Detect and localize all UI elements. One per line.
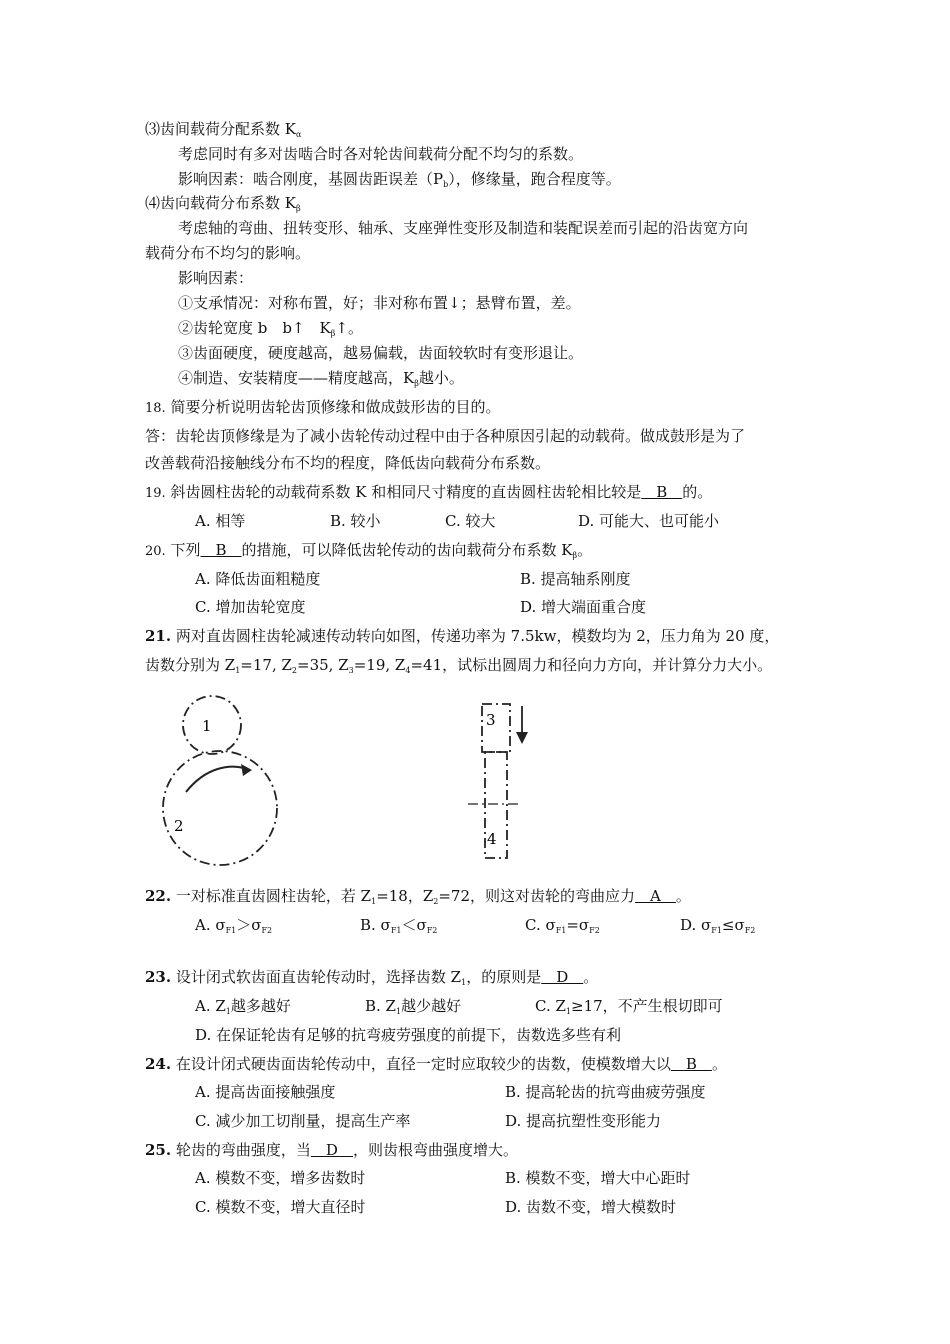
subscript: F2 [589,926,600,935]
subscript: 1 [371,897,377,906]
section-4-desc-line1: 考虑轴的弯曲、扭转变形、轴承、支座弹性变形及制造和装配误差而引起的沿齿宽方向 [178,219,749,237]
subscript: b [443,180,449,189]
option-d: D. 增大端面重合度 [520,598,647,616]
subscript: β [330,329,336,338]
text: 越多越好 [230,997,291,1015]
section-4-factor-3: ③齿面硬度，硬度越高，越易偏载，齿面较软时有变形退让。 [178,344,584,362]
subscript: 2 [291,666,298,675]
question-text: 下列 [170,541,201,559]
question-19 [145,482,712,504]
text: 齿数分别为 Z [145,656,236,674]
question-text: 在设计闭式硬齿面齿轮传动中，直径一定时应取较少的齿数，使模数增大以 [175,1055,671,1073]
question-20 [145,540,592,566]
option-c [525,915,600,941]
option-a: A. 降低齿面粗糙度 [195,570,321,588]
text: B. σ [360,916,391,934]
question-text: ，则齿根弯曲强度增大。 [352,1141,518,1159]
subscript: 1 [565,1007,571,1016]
subscript: F1 [711,926,722,935]
text: ），修缘量，跑合程度等。 [448,170,621,188]
option-d: D. 提高抗塑性变形能力 [505,1112,662,1130]
text: ≥17，不产生根切即可 [571,997,723,1015]
option-c: C. 增加齿轮宽度 [195,598,306,616]
text: A. Z [195,997,226,1015]
option-a [195,915,272,941]
section-4-factors-label: 影响因素： [178,269,254,287]
text: ↑。 [335,319,363,337]
subscript: F1 [390,926,402,935]
section-3-factors [178,169,621,195]
option-b [360,915,437,941]
answer-18-line1: 答：齿轮齿顶修缘是为了减小齿轮传动过程中由于各种原因引起的动载荷。做成鼓形是为了 [145,427,746,445]
rotation-arrow-icon [186,767,250,792]
text: ＞σ [236,916,262,934]
answer-blank: A [635,887,676,905]
question-text: =72，则这对齿轮的弯曲应力 [438,887,636,905]
option-a: A. 相等 [195,512,246,530]
question-text: 。 [675,887,691,905]
option-c: C. 模数不变，增大直径时 [195,1198,366,1216]
option-b: B. 提高轴系刚度 [520,570,631,588]
question-25 [145,1140,518,1160]
text: ＜σ [401,916,427,934]
option-d: D. 在保证轮齿有足够的抗弯疲劳强度的前提下，齿数选多些有利 [195,1026,622,1044]
answer-blank: B [641,483,683,501]
text: =41，试标出圆周力和径向力方向，并计算分力大小。 [410,656,773,674]
text: ≤σ [721,916,745,934]
text: =35, Z [297,656,349,674]
text: D. σ [680,916,712,934]
section-4-factor-2 [178,318,363,344]
subscript: F1 [555,926,567,935]
option-b: B. 提高轮齿的抗弯曲疲劳强度 [505,1083,706,1101]
subscript: 1 [461,978,467,987]
option-b [365,996,461,1022]
question-number: 21. [145,627,172,645]
question-text: 两对直齿圆柱齿轮减速传动转向如图，传递功率为 7.5kw，模数均为 2，压力角为 20 度， [175,627,780,645]
option-d: D. 齿数不变，增大模数时 [505,1198,677,1216]
question-18 [145,397,500,419]
text: ②齿轮宽度 b b↑ K [178,319,331,337]
question-number: 19. [145,486,166,501]
subscript: F2 [426,926,438,935]
gear-label-4: 4 [487,830,497,848]
direction-arrowhead-icon [516,732,528,744]
gear-figure [150,690,550,870]
answer-blank: B [670,1055,712,1073]
option-d: D. 可能大、也可能小 [578,512,720,530]
question-number: 23. [145,968,172,986]
subscript: α [295,130,302,139]
text: =17, Z [240,656,292,674]
answer-blank: D [310,1141,353,1159]
section-4-desc-line2: 载荷分布不均匀的影响。 [145,244,311,262]
gear-label-2: 2 [174,817,184,835]
subscript: β [572,551,578,560]
gear-1-circle [183,696,241,754]
question-text: 。 [577,541,593,559]
subscript: 1 [395,1007,402,1016]
text: 越少越好 [401,997,462,1015]
question-text: ，的原则是 [466,968,542,986]
heading-text: ⑷齿向载荷分布系数 K [145,194,296,212]
subscript: F2 [261,926,273,935]
heading-text: ⑶齿间载荷分配系数 K [145,120,296,138]
section-4-factor-4 [178,368,464,394]
option-d [680,915,755,941]
question-text: 的。 [682,483,713,501]
option-a [195,996,291,1022]
question-number: 24. [145,1055,172,1073]
question-24 [145,1054,727,1074]
question-21-line1 [145,626,779,646]
question-number: 22. [145,887,172,905]
gear-label-1: 1 [202,717,212,735]
question-text: 的措施，可以降低齿轮传动的齿向载荷分布系数 K [241,541,573,559]
text: =σ [566,916,590,934]
question-text: 。 [583,968,599,986]
text: ④制造、安装精度——精度越高，K [178,369,415,387]
option-c: C. 减少加工切削量，提高生产率 [195,1112,411,1130]
option-c [535,996,723,1022]
subscript: F1 [225,926,237,935]
subscript: β [414,379,419,388]
option-a: A. 提高齿面接触强度 [195,1083,336,1101]
subscript: 1 [225,1007,231,1016]
subscript: F2 [744,926,756,935]
question-text: =18，Z [376,887,434,905]
section-3-heading [145,119,301,145]
answer-18-line2: 改善载荷沿接触线分布不均的程度，降低齿向载荷分布系数。 [145,454,551,472]
question-text: 一对标准直齿圆柱齿轮，若 Z [175,887,372,905]
question-text: 斜齿圆柱齿轮的动载荷系数 K 和相同尺寸精度的直齿圆柱齿轮相比较是 [170,483,642,501]
question-number: 20. [145,544,166,559]
subscript: β [295,204,301,213]
option-a: A. 模数不变，增多齿数时 [195,1169,366,1187]
text: C. σ [525,916,556,934]
question-text: 设计闭式软齿面直齿轮传动时，选择齿数 Z [175,968,462,986]
option-b: B. 模数不变，增大中心距时 [505,1169,691,1187]
subscript: 2 [433,897,439,906]
gear-label-3: 3 [486,711,496,729]
question-23 [145,967,598,993]
arrowhead-icon [241,764,252,776]
option-b: B. 较小 [330,512,381,530]
question-text: 简要分析说明齿轮齿顶修缘和做成鼓形齿的目的。 [170,398,501,416]
section-4-heading [145,193,301,219]
question-number: 18. [145,401,166,416]
subscript: 4 [405,666,411,675]
text: B. Z [365,997,396,1015]
question-22 [145,886,691,912]
question-text: 。 [711,1055,727,1073]
answer-blank: B [200,541,242,559]
text: =19, Z [353,656,406,674]
subscript: 1 [235,666,241,675]
option-c: C. 较大 [445,512,496,530]
question-number: 25. [145,1141,172,1159]
question-text: 轮齿的弯曲强度，当 [175,1141,311,1159]
subscript: 3 [348,666,354,675]
text: 越小。 [418,369,464,387]
text: 影响因素：啮合刚度，基圆齿距误差（P [178,170,444,188]
text: A. σ [195,916,226,934]
section-3-desc: 考虑同时有多对齿啮合时各对轮齿间载荷分配不均匀的系数。 [178,145,584,163]
section-4-factor-1: ①支承情况：对称布置，好；非对称布置↓；悬臂布置，差。 [178,294,581,312]
answer-blank: D [541,968,584,986]
text: C. Z [535,997,566,1015]
question-21-line2 [145,655,772,681]
